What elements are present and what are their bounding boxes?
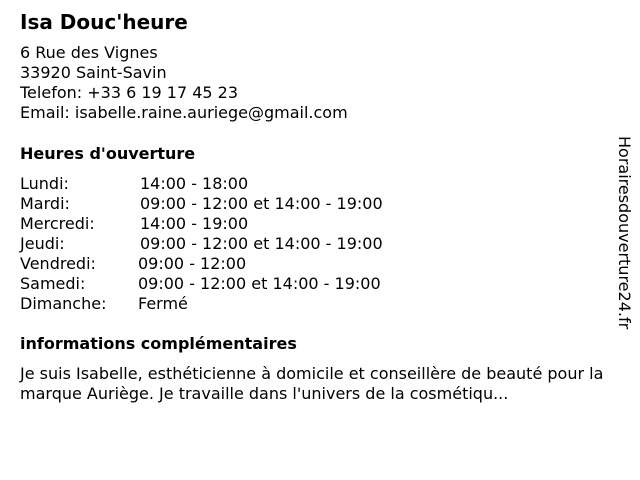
day-label: Jeudi: [20, 234, 65, 253]
phone-number: Telefon: +33 6 19 17 45 23 [20, 83, 239, 102]
day-label: Vendredi: [20, 254, 96, 273]
time-range: 09:00 - 12:00 et 14:00 - 19:00 [140, 234, 383, 253]
address-street: 6 Rue des Vignes [20, 43, 158, 62]
time-range: 09:00 - 12:00 et 14:00 - 19:00 [140, 194, 383, 213]
additional-info-heading: informations complémentaires [20, 334, 297, 353]
time-range: 09:00 - 12:00 et 14:00 - 19:00 [138, 274, 381, 293]
additional-info-text: Je suis Isabelle, esthéticienne à domicile et conseillère de beauté pour la marque Auriège. Je travaille dans l'univers de la cosmétiqu... [20, 364, 604, 403]
contact-block [20, 43, 348, 123]
day-label: Lundi: [20, 174, 69, 193]
day-label: Mercredi: [20, 214, 95, 233]
opening-hours-heading: Heures d'ouverture [20, 144, 196, 163]
site-watermark: Horairesdouverture24.fr [615, 136, 634, 330]
day-label: Dimanche: [20, 294, 107, 313]
day-label: Mardi: [20, 194, 70, 213]
email-address: Email: isabelle.raine.auriege@gmail.com [20, 103, 348, 122]
day-label: Samedi: [20, 274, 86, 293]
time-range: 09:00 - 12:00 [138, 254, 247, 273]
time-range: 14:00 - 19:00 [140, 214, 249, 233]
address-city: 33920 Saint-Savin [20, 63, 167, 82]
time-range: Fermé [138, 294, 188, 313]
business-name: Isa Douc'heure [20, 10, 188, 34]
time-range: 14:00 - 18:00 [140, 174, 249, 193]
